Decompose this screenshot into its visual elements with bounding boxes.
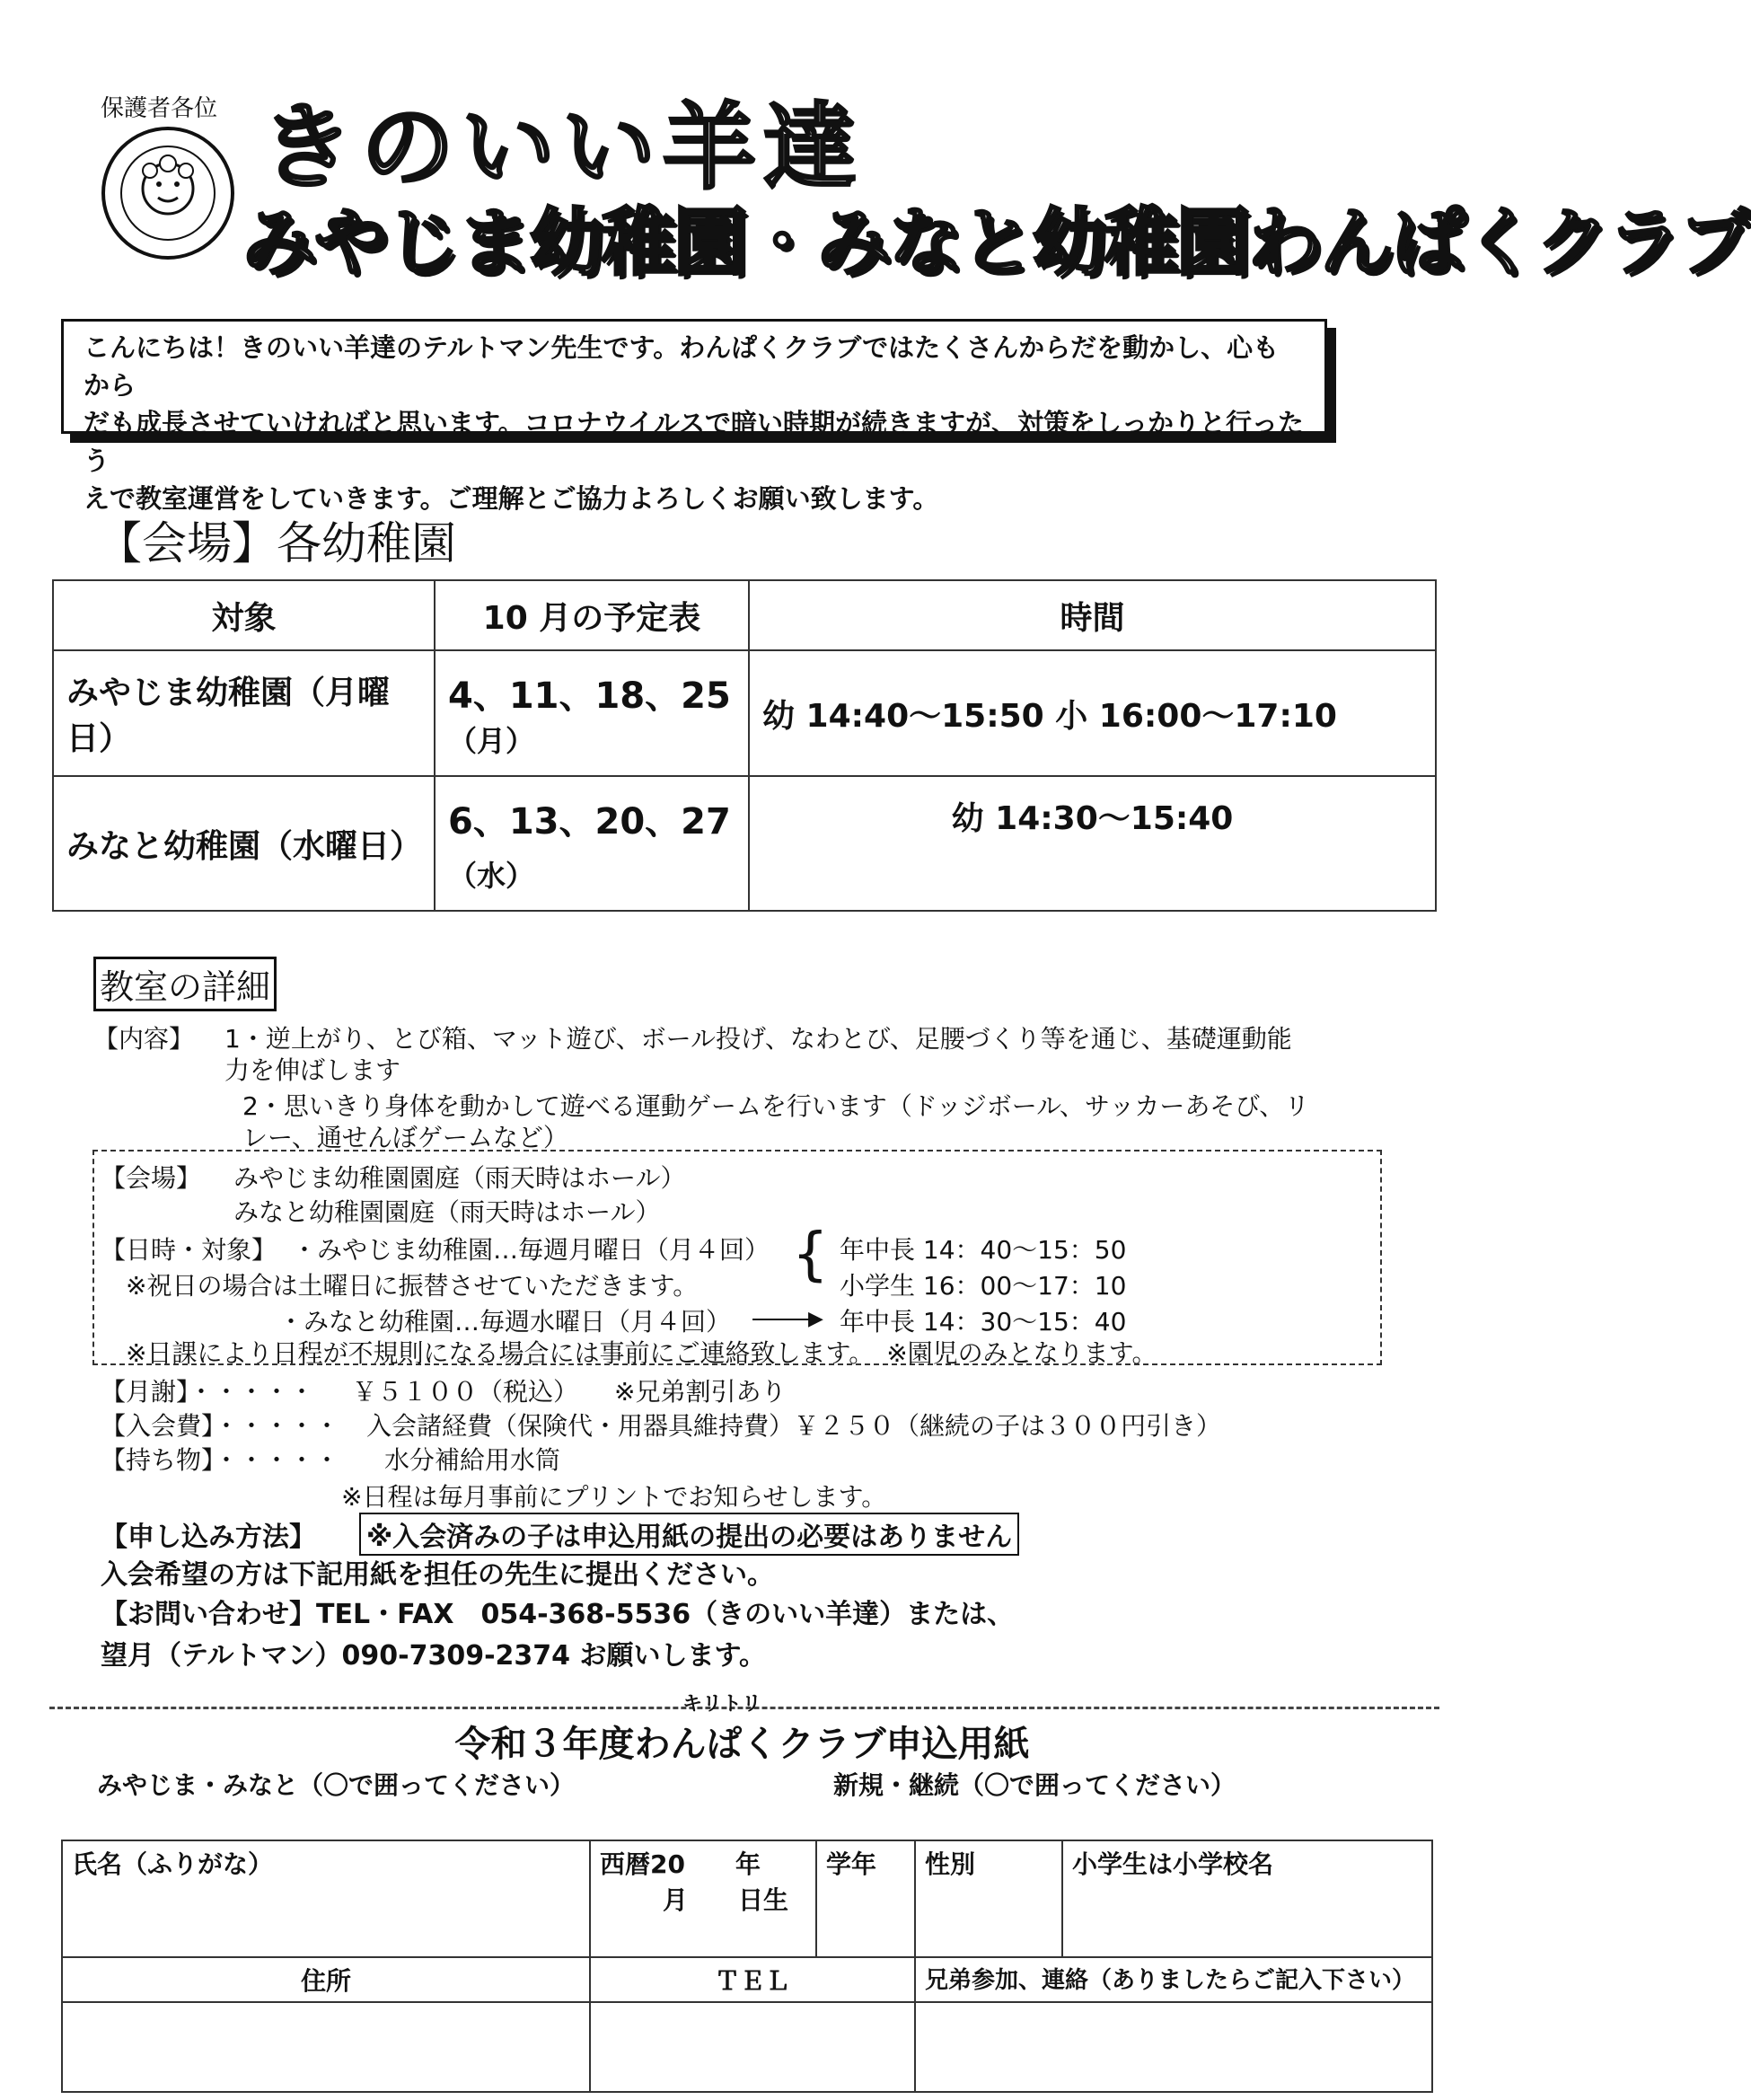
content-1: 1・逆上がり、とび箱、マット遊び、ボール投げ、なわとび、足腰づくり等を通じ、基礎運動能 [224, 1024, 1292, 1054]
contact-line-2: 望月（テルトマン）090-7309-2374 お願いします。 [101, 1640, 767, 1672]
intro-line: こんにちは！きのいい羊達のテルトマン先生です。わんぱくクラブではたくさんからだを動かし、心もから [84, 332, 1280, 401]
birth-year: 西暦20 年 [600, 1849, 761, 1879]
details-heading: 教室の詳細 [93, 957, 277, 1011]
datetime-label: 【日時・対象】 [101, 1235, 277, 1265]
gender-field[interactable]: 性別 [915, 1840, 1062, 1957]
holiday-note: ※祝日の場合は土曜日に振替させていただきます。 [126, 1271, 699, 1301]
dates: 4、11、18、25 [448, 675, 731, 717]
venue-2: みなと幼稚園園庭（雨天時はホール） [233, 1197, 661, 1227]
application-form [61, 1840, 1433, 2093]
club-logo [101, 126, 235, 260]
school-field[interactable]: 小学生は小学校名 [1062, 1840, 1432, 1957]
type-choice: 新規・継続（〇で囲ってください） [833, 1770, 1236, 1800]
items-label: 【持ち物】・・・・・ [101, 1445, 340, 1475]
arrow-icon: ▶ [808, 1308, 823, 1330]
form-title: 令和３年度わんぱくクラブ申込用紙 [454, 1724, 1030, 1765]
arrow-line [752, 1319, 815, 1320]
fee-label: 【月謝】・・・・・ [101, 1377, 315, 1407]
name-field[interactable]: 氏名（ふりがな） [62, 1840, 590, 1957]
weekday: （水） [448, 858, 535, 893]
grade-field[interactable]: 学年 [816, 1840, 915, 1957]
entry-label: 【入会費】・・・・・ [101, 1411, 340, 1441]
row-dates [435, 776, 749, 911]
time-kinder-minato: 年中長 14：30〜15：40 [840, 1307, 1127, 1337]
row-time: 幼 14:30〜15:40 [749, 776, 1436, 911]
row-time: 幼 14:40〜15:50 小 16:00〜17:10 [749, 650, 1436, 776]
intro-line: だも成長させていければと思います。コロナウイルスで暗い時期が続きますが、対策をしっかりと行ったう [84, 408, 1304, 476]
school-choice: みやじま・みなと（〇で囲ってください） [97, 1770, 576, 1800]
apply-note: ※入会済みの子は申込用紙の提出の必要はありません [359, 1513, 1019, 1556]
title-sub: みやじま幼稚園・みなと幼稚園わんぱくクラブ [242, 200, 1751, 286]
fee-note: ※兄弟割引あり [614, 1377, 787, 1407]
time-kinder-miyajima: 年中長 14：40〜15：50 [840, 1235, 1127, 1265]
apply-label: 【申し込み方法】 [101, 1522, 316, 1553]
content-2-cont: レー、通せんぼゲームなど） [242, 1123, 568, 1152]
table-row [53, 776, 1436, 911]
row-dates [435, 650, 749, 776]
row-target: みなと幼稚園（水曜日） [53, 776, 435, 911]
birth-field[interactable] [590, 1840, 816, 1957]
content-label: 【内容】 [93, 1024, 195, 1054]
table-row [53, 650, 1436, 776]
birth-date: 月 日生 [663, 1885, 789, 1915]
address-input[interactable] [62, 2002, 590, 2092]
items-value: 水分補給用水筒 [384, 1445, 561, 1475]
entry-value: 入会諸経費（保険代・用器具維持費）￥２５０（継続の子は３００円引き） [366, 1411, 1222, 1441]
print-note: ※日程は毎月事前にプリントでお知らせします。 [341, 1482, 887, 1512]
tel-label: ＴＥＬ [590, 1957, 915, 2002]
title-main: きのいい羊達 [260, 93, 865, 202]
miyajima-schedule: ・みやじま幼稚園…毎週月曜日（月４回） [292, 1235, 770, 1265]
content-1-cont: 力を伸ばします [224, 1055, 401, 1085]
fee-value: ￥５１００（税込） [352, 1377, 579, 1407]
intro-line: えで教室運営をしていきます。ご理解とご協力よろしくお願い致します。 [84, 483, 939, 514]
weekday: （月） [448, 723, 535, 758]
schedule-notice: ※日課により日程が不規則になる場合には事前にご連絡致します。 ※園児のみとなります。 [126, 1338, 1157, 1368]
minato-schedule: ・みなと幼稚園…毎週水曜日（月４回） [278, 1307, 732, 1337]
contact-line-1: 【お問い合わせ】TEL・FAX 054-368-5536（きのいい羊達）または、 [101, 1599, 1015, 1630]
header-dates: 10 月の予定表 [435, 580, 749, 650]
brace-icon: { [792, 1222, 829, 1288]
venue-1: みやじま幼稚園園庭（雨天時はホール） [233, 1163, 686, 1193]
dates: 6、13、20、27 [448, 800, 731, 843]
venue-heading: 【会場】各幼稚園 [97, 517, 456, 569]
header-time: 時間 [749, 580, 1436, 650]
address-label: 住所 [62, 1957, 590, 2002]
intro-box [61, 319, 1327, 514]
schedule-table [52, 579, 1437, 912]
row-target: みやじま幼稚園（月曜日） [53, 650, 435, 776]
time-elementary: 小学生 16：00〜17：10 [840, 1271, 1127, 1301]
sibling-input[interactable] [915, 2002, 1432, 2092]
apply-text: 入会希望の方は下記用紙を担任の先生に提出ください。 [101, 1559, 774, 1591]
sibling-label: 兄弟参加、連絡（ありましたらご記入下さい） [915, 1957, 1432, 2002]
cut-text: キリトリ [682, 1693, 762, 1716]
content-2: 2・思いきり身体を動かして遊べる運動ゲームを行います（ドッジボール、サッカーあそび、リ [242, 1091, 1310, 1121]
venue-label: 【会場】 [101, 1163, 202, 1193]
tel-input[interactable] [590, 2002, 915, 2092]
header-target: 対象 [53, 580, 435, 650]
recipient: 保護者各位 [101, 95, 218, 122]
